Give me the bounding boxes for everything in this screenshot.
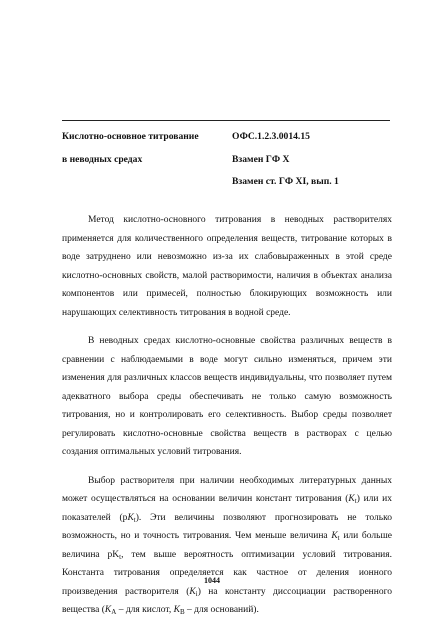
p3-segment: ). Эти величины позволяют прогнозировать не только возможность, но и точность титрования. Чем меньше величина bbox=[62, 512, 392, 541]
k-subscript: A bbox=[111, 608, 117, 616]
replaces-note-1: Взамен ГФ X bbox=[232, 153, 290, 165]
k-symbol: K bbox=[173, 605, 180, 615]
document-code: ОФС.1.2.3.0014.15 bbox=[232, 131, 310, 142]
k-subscript: i bbox=[195, 589, 198, 598]
k-subscript: B bbox=[179, 608, 185, 616]
k-subscript: t bbox=[119, 552, 122, 561]
document-title bbox=[62, 126, 199, 171]
document-body bbox=[62, 211, 392, 620]
title-line-2: в неводных средах bbox=[62, 153, 143, 165]
p3-segment: , тем выше вероятность оптимизации условий титрования. Константа титрования определяется как частное от деления ионного произведения растворителя ( bbox=[62, 549, 393, 597]
k-symbol: K bbox=[331, 531, 338, 541]
paragraph-1 bbox=[62, 211, 392, 322]
p3-segment: ) или их показателей (p bbox=[62, 494, 392, 523]
paragraph-2-text: В неводных средах кислотно-основные свойства различных веществ в сравнении с наблюдаемыми в воде могут сильно изменяться, причем эти изменения для различных классов веществ индивидуальны, что позволяет путем адекватного выбора среды обеспечивать не только самую возможность титрования, но и контролировать его селективность. Выбор среды позволяет регулировать кислотно-основные свойства веществ в растворах с целью создания оптимальных условий титрования. bbox=[62, 336, 392, 457]
p3-segment: или больше величина pK bbox=[62, 531, 392, 560]
k-subscript: t bbox=[354, 497, 357, 505]
p3-segment: ) на константу диссоциации растворенного вещества ( bbox=[62, 586, 393, 615]
k-symbol: K bbox=[189, 586, 196, 597]
title-line-1: Кислотно-основное титрование bbox=[62, 131, 199, 142]
paragraph-3 bbox=[62, 472, 392, 620]
page-number: 1044 bbox=[204, 576, 220, 585]
k-subscript: t bbox=[337, 534, 340, 542]
k-symbol: K bbox=[127, 512, 134, 523]
header-divider bbox=[62, 120, 390, 121]
paragraph-2 bbox=[62, 332, 392, 462]
p3-segment: Выбор растворителя при наличии необходимых литературных данных может осуществляться на основании величин констант титрования ( bbox=[62, 475, 392, 504]
k-symbol: K bbox=[348, 494, 355, 504]
p3-segment: – для кислот, bbox=[116, 605, 174, 615]
k-subscript: t bbox=[133, 515, 136, 524]
p3-segment: – для оснований). bbox=[184, 605, 259, 615]
replaces-note-2: Взамен ст. ГФ XI, вып. 1 bbox=[232, 176, 339, 187]
k-symbol: K bbox=[104, 605, 112, 615]
document-codes bbox=[232, 126, 339, 194]
paragraph-1-text: Метод кислотно-основного титрования в неводных растворителях применяется для количественного определения веществ, титрование которых в воде затруднено или невозможно из-за их слабовыраженных в этой среде кислотно-основных свойств, малой растворимости, наличия в объектах анализа компонентов или примесей, полностью блокирующих возможность или нарушающих селективность титрования в водной среде. bbox=[62, 215, 392, 318]
